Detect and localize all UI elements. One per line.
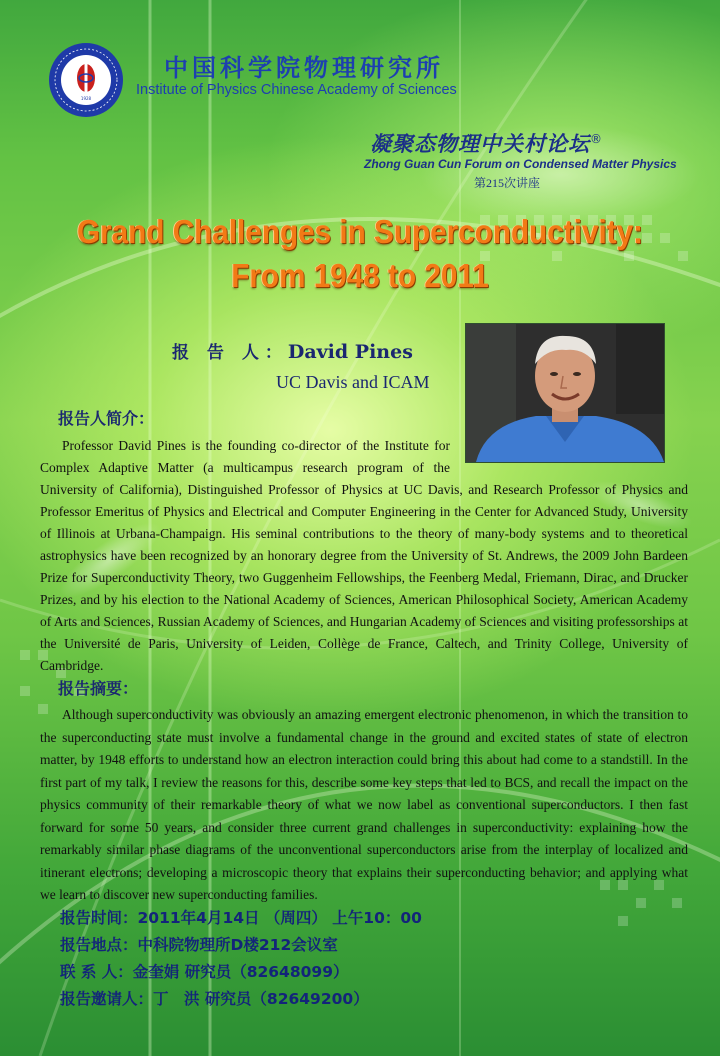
svg-text:1928: 1928 (80, 96, 92, 101)
forum-name-en: Zhong Guan Cun Forum on Condensed Matter Physics (364, 157, 677, 171)
info-venue (60, 932, 422, 959)
info-contact-label: 联 系 人： (60, 963, 133, 981)
bio-text: Professor David Pines is the founding co-director of the Institute for Complex Adaptive Matter (a multicampus research program of the University of California), Distinguished Professor of Physics at UC Davis, and Research Professor of Physics and Professor Emeritus of Physics and Electrical and Computer Engineering in the Center for Advanced Study, University of Illinois at Urbana-Champaign. His seminal contributions to the theory of many-body systems and to theoretical astrophysics have been recognized by an honorary degree from the University of St. Andrews, the 2009 John Bardeen Prize for Superconductivity Theory, two Guggenheim Fellowships, the Feenberg Medal, Friemann, Dirac, and Drucker Prizes, and by his election to the National Academy of Sciences, American Philosophical Society, American Academy of Arts and Sciences, Russian Academy of Sciences, and Hungarian Academy of Sciences and visiting professorships at the Université de Paris, University of Leiden, Collège de France, Caltech, and Trinity College, University of Cambridge. (40, 438, 688, 673)
info-time-value: 2011年4月14日 （周四） 上午10：00 (137, 909, 422, 927)
info-contact (60, 959, 422, 986)
info-host-label: 报告邀请人： (60, 990, 154, 1008)
event-info-list (60, 905, 422, 1013)
speaker-line (172, 338, 413, 363)
info-time-label: 报告时间： (60, 909, 138, 927)
info-contact-value: 金奎娟 研究员（82648099） (132, 963, 349, 981)
talk-title-line-2: From 1948 to 2011 (231, 257, 489, 294)
talk-title (54, 210, 666, 298)
abstract-text: Although superconductivity was obviously an amazing emergent electronic phenomenon, in which the transition to the superconducting state must involve a fundamental change in the ground and excited states of state of electron matter, by 1948 efforts to understand how an electron interaction could bring this about had come to a standstill. In the first part of my talk, I review the reasons for this, describe some key steps that led to BCS, and recall the impact on the physics community of their remarkable theory of what we now label as conventional superconductors. I then fast forward for some 50 years, and consider three current grand challenges in superconductivity: explaining how the remarkably similar phase diagrams of the unconventional superconductors arise from the interplay of localized and itinerant electrons; developing a microscopic theory that explains their superconducting behavior; and applying what we learn to discover new superconducting families. (40, 707, 688, 902)
info-venue-label: 报告地点： (60, 936, 138, 954)
institute-seal-icon (48, 42, 124, 118)
info-time (60, 905, 422, 932)
speaker-name: David Pines (287, 341, 413, 363)
info-host (60, 986, 422, 1013)
speaker-affiliation: UC Davis and ICAM (276, 372, 430, 392)
info-host-value: 丁 洪 研究员（82649200） (153, 990, 369, 1008)
lecture-number: 第215次讲座 (474, 176, 541, 190)
talk-title-line-1: Grand Challenges in Superconductivity: (76, 213, 644, 250)
forum-name-cn-text: 凝聚态物理中关村论坛 (370, 132, 590, 156)
registered-mark: ® (590, 132, 603, 146)
info-venue-value: 中科院物理所D楼212会议室 (137, 936, 338, 954)
institute-name-cn: 中国科学院物理研究所 (164, 54, 444, 82)
speaker-label: 报 告 人： (172, 343, 288, 363)
forum-name-cn (370, 128, 603, 158)
abstract-heading: 报告摘要： (58, 679, 139, 698)
bio-heading: 报告人简介： (58, 409, 155, 428)
institute-name-en: Institute of Physics Chinese Academy of Sciences (136, 82, 457, 98)
